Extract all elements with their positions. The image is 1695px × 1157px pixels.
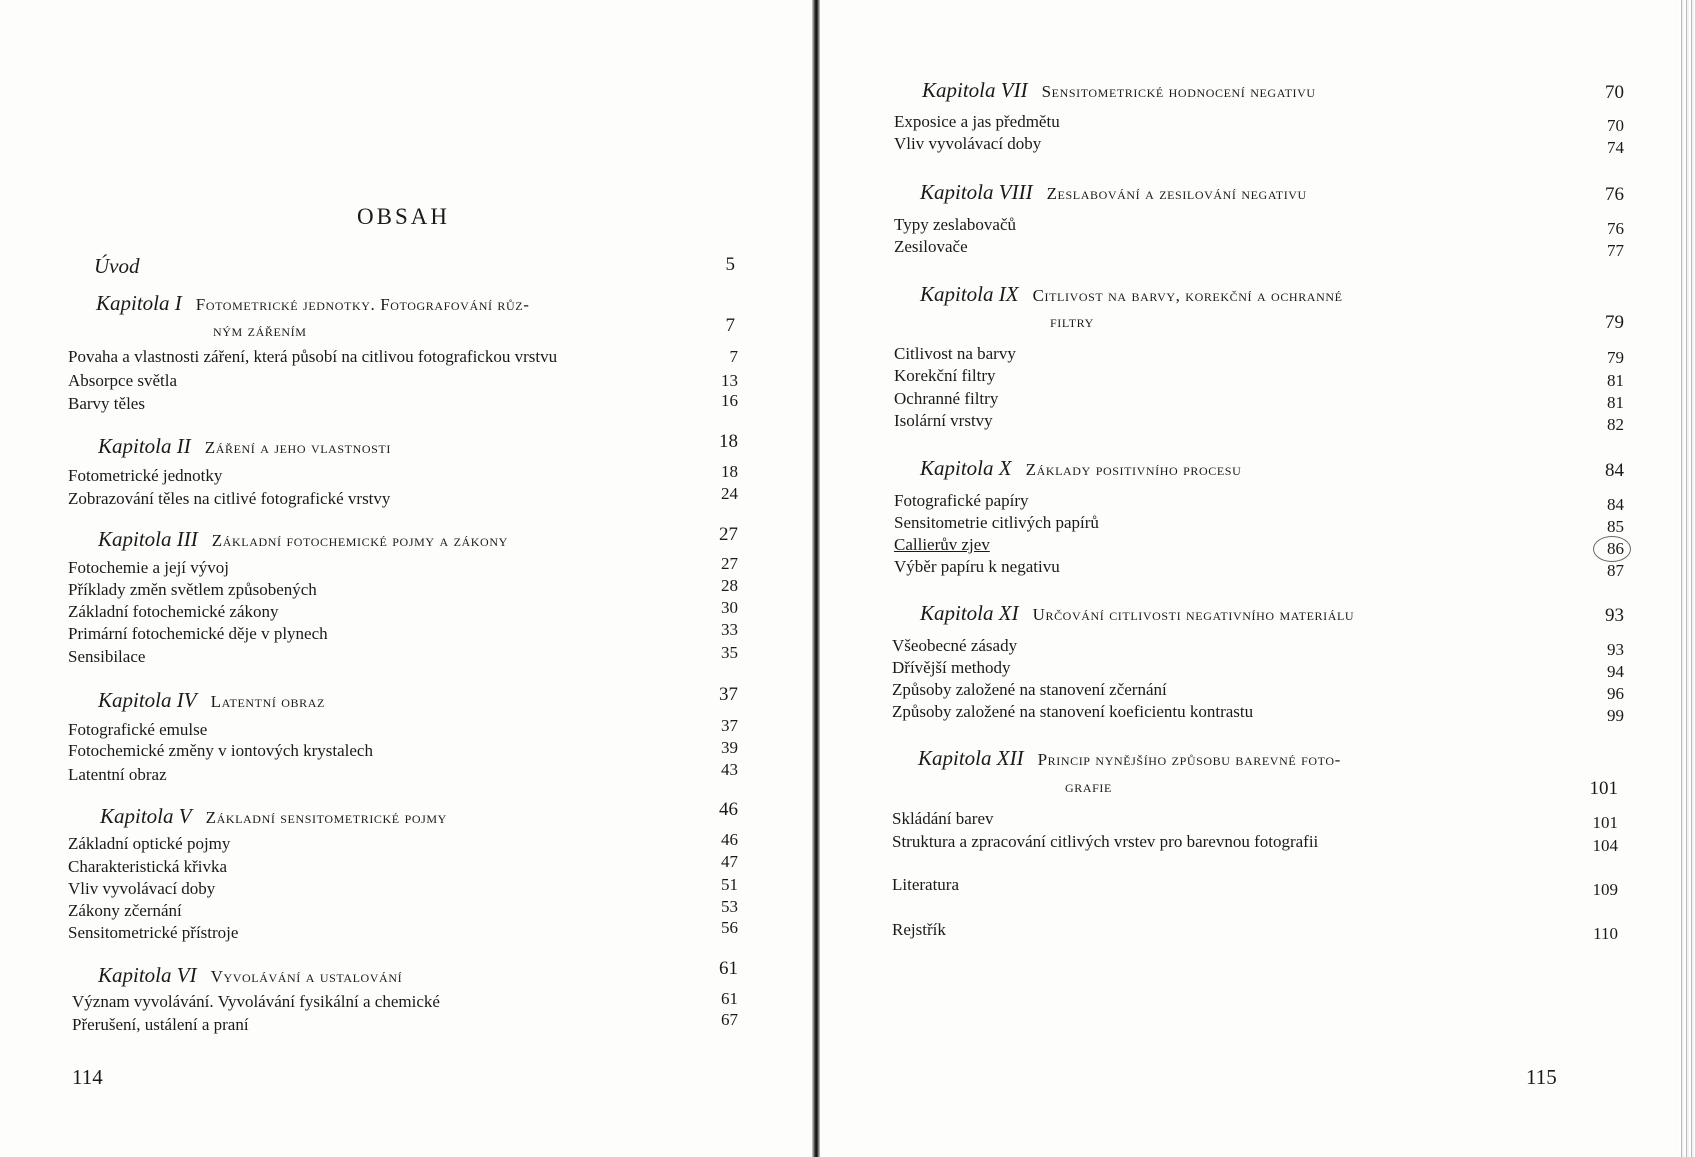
toc-item-page: 28	[721, 576, 738, 595]
chapter-page: 7	[725, 315, 735, 336]
toc-item-page: 82	[1607, 415, 1624, 434]
toc-item: Zobrazování těles na citlivé fotografické vrstvy	[68, 489, 391, 508]
toc-item: Barvy těles	[68, 394, 145, 413]
toc-item: Sensitometrie citlivých papírů	[894, 513, 1099, 532]
toc-entry-uvod: Úvod	[94, 254, 140, 278]
toc-item: Základní optické pojmy	[68, 834, 231, 853]
chapter-page: 37	[719, 684, 738, 705]
toc-item: Všeobecné zásady	[892, 636, 1018, 655]
toc-entry-literatura: Literatura	[892, 875, 960, 894]
chapter-heading	[98, 434, 391, 459]
toc-item-page: 18	[721, 462, 738, 481]
chapter-label: Kapitola IV	[98, 688, 197, 712]
toc-item: Dřívější methody	[892, 658, 1011, 677]
chapter-heading	[98, 527, 508, 552]
toc-item: Latentní obraz	[68, 765, 167, 784]
toc-item-page: 101	[1592, 813, 1618, 832]
toc-item: Vliv vyvolávací doby	[894, 134, 1042, 153]
toc-item-page: 53	[721, 897, 738, 916]
chapter-label: Kapitola XI	[920, 601, 1019, 625]
chapter-label: Kapitola XII	[918, 746, 1024, 770]
chapter-heading	[920, 282, 1343, 307]
chapter-title-continuation: grafie	[1065, 777, 1112, 796]
toc-item: Způsoby založené na stanovení zčernání	[892, 680, 1167, 699]
toc-item: Přerušení, ustálení a praní	[72, 1015, 249, 1034]
chapter-page: 84	[1605, 460, 1624, 481]
toc-item-page: 87	[1607, 561, 1624, 580]
chapter-title: Zeslabování a zesilování negativu	[1046, 184, 1307, 203]
chapter-page: 79	[1605, 312, 1624, 333]
chapter-heading	[922, 78, 1316, 103]
toc-page-literatura: 109	[1592, 880, 1618, 899]
toc-item-page: 96	[1607, 684, 1624, 703]
chapter-label: Kapitola VI	[98, 963, 197, 987]
chapter-label: Kapitola VII	[922, 78, 1028, 102]
toc-item: Základní fotochemické zákony	[68, 602, 279, 621]
chapter-title: Fotometrické jednotky. Fotografování růz-	[195, 295, 530, 314]
chapter-label: Kapitola I	[96, 291, 182, 315]
chapter-title: Základní fotochemické pojmy a zákony	[211, 531, 508, 550]
toc-item-page: 43	[721, 760, 738, 779]
chapter-heading	[920, 456, 1241, 481]
toc-item: Fotometrické jednotky	[68, 466, 223, 485]
toc-item: Skládání barev	[892, 809, 994, 828]
toc-item: Povaha a vlastnosti záření, která působí na citlivou fotografickou vrstvu	[68, 347, 558, 366]
toc-item-page: 104	[1592, 836, 1618, 855]
toc-item-page: 39	[721, 738, 738, 757]
toc-heading: OBSAH	[357, 204, 450, 229]
chapter-page: 101	[1589, 778, 1618, 799]
chapter-label: Kapitola V	[100, 804, 192, 828]
toc-item-page: 93	[1607, 640, 1624, 659]
toc-item-page: 35	[721, 643, 738, 662]
toc-item-page: 85	[1607, 517, 1624, 536]
toc-item: Exposice a jas předmětu	[894, 112, 1060, 131]
toc-item-page: 76	[1607, 219, 1624, 238]
chapter-page: 70	[1605, 82, 1624, 103]
chapter-page: 61	[719, 958, 738, 979]
toc-item: Typy zeslabovačů	[894, 215, 1017, 234]
toc-item: Callierův zjev	[894, 535, 990, 554]
toc-item-page: 79	[1607, 348, 1624, 367]
toc-page-rejstrik: 110	[1593, 924, 1618, 943]
chapter-page: 18	[719, 431, 738, 452]
toc-item-page: 99	[1607, 706, 1624, 725]
book-gutter	[812, 0, 820, 1157]
toc-item-page: 37	[721, 716, 738, 735]
toc-item-page: 30	[721, 598, 738, 617]
toc-item: Fotochemické změny v iontových krystalech	[68, 741, 373, 760]
toc-item: Příklady změn světlem způsobených	[68, 580, 317, 599]
chapter-title: Sensitometrické hodnocení negativu	[1041, 82, 1316, 101]
toc-item-page: 77	[1607, 241, 1624, 260]
chapter-title-continuation: ným zářením	[213, 321, 307, 340]
toc-item: Absorpce světla	[68, 371, 178, 390]
chapter-label: Kapitola VIII	[920, 180, 1033, 204]
chapter-heading	[98, 688, 325, 713]
page-number: 114	[72, 1065, 103, 1089]
pencil-circle-mark	[1593, 536, 1631, 562]
toc-item: Fotografické papíry	[894, 491, 1029, 510]
toc-item: Význam vyvolávání. Vyvolávání fysikální a chemické	[72, 992, 440, 1011]
toc-item: Výběr papíru k negativu	[894, 557, 1060, 576]
chapter-title: Základní sensitometrické pojmy	[205, 808, 447, 827]
chapter-title: Záření a jeho vlastnosti	[204, 438, 391, 457]
chapter-title-continuation: filtry	[1050, 312, 1094, 331]
toc-item-page: 86	[1607, 539, 1624, 558]
toc-item-page: 27	[721, 554, 738, 573]
toc-item-page: 7	[729, 347, 738, 366]
toc-page-uvod: 5	[725, 254, 735, 275]
chapter-page: 27	[719, 524, 738, 545]
page-number: 115	[1526, 1065, 1557, 1089]
toc-item-page: 56	[721, 918, 738, 937]
toc-item-page: 70	[1607, 116, 1624, 135]
toc-item: Způsoby založené na stanovení koeficientu kontrastu	[892, 702, 1254, 721]
chapter-heading	[920, 180, 1307, 205]
toc-item: Struktura a zpracování citlivých vrstev pro barevnou fotografii	[892, 832, 1319, 851]
toc-item-page: 16	[721, 391, 738, 410]
toc-item: Isolární vrstvy	[894, 411, 993, 430]
toc-item-page: 81	[1607, 371, 1624, 390]
toc-item-page: 47	[721, 852, 738, 871]
chapter-label: Kapitola III	[98, 527, 198, 551]
toc-item: Vliv vyvolávací doby	[68, 879, 216, 898]
chapter-heading	[920, 601, 1354, 626]
toc-item: Ochranné filtry	[894, 389, 999, 408]
toc-item-page: 13	[721, 371, 738, 390]
chapter-label: Kapitola X	[920, 456, 1012, 480]
toc-item-page: 94	[1607, 662, 1624, 681]
chapter-heading	[918, 746, 1341, 771]
toc-item: Charakteristická křivka	[68, 857, 228, 876]
toc-item: Zesilovače	[894, 237, 968, 256]
chapter-title: Latentní obraz	[210, 692, 325, 711]
left-page	[0, 0, 812, 1157]
chapter-page: 46	[719, 799, 738, 820]
toc-item: Citlivost na barvy	[894, 344, 1016, 363]
toc-item-page: 81	[1607, 393, 1624, 412]
toc-item: Sensibilace	[68, 647, 146, 666]
toc-item-page: 74	[1607, 138, 1624, 157]
chapter-title: Základy positivního procesu	[1025, 460, 1242, 479]
chapter-page: 93	[1605, 605, 1624, 626]
toc-item: Primární fotochemické děje v plynech	[68, 624, 328, 643]
chapter-heading	[96, 291, 530, 316]
toc-item-page: 33	[721, 620, 738, 639]
toc-item-page: 84	[1607, 495, 1624, 514]
toc-item: Zákony zčernání	[68, 901, 182, 920]
toc-entry-rejstrik: Rejstřík	[892, 920, 946, 939]
toc-item: Korekční filtry	[894, 366, 996, 385]
toc-item: Fotografické emulse	[68, 720, 208, 739]
toc-item-page: 67	[721, 1010, 738, 1029]
toc-item-page: 51	[721, 875, 738, 894]
toc-item-page: 61	[721, 989, 738, 1008]
chapter-label: Kapitola II	[98, 434, 191, 458]
chapter-title: Citlivost na barvy, korekční a ochranné	[1032, 286, 1343, 305]
chapter-title: Vyvolávání a ustalování	[210, 967, 403, 986]
chapter-label: Kapitola IX	[920, 282, 1019, 306]
chapter-heading	[98, 963, 402, 988]
toc-item: Fotochemie a její vývoj	[68, 558, 229, 577]
toc-item-page: 46	[721, 830, 738, 849]
chapter-title: Princip nynějšího způsobu barevné foto-	[1037, 750, 1341, 769]
chapter-page: 76	[1605, 184, 1624, 205]
toc-item-page: 24	[721, 484, 738, 503]
right-page	[820, 0, 1680, 1157]
chapter-title: Určování citlivosti negativního materiálu	[1032, 605, 1355, 624]
page-edges	[1679, 0, 1695, 1157]
toc-item: Sensitometrické přístroje	[68, 923, 239, 942]
chapter-heading	[100, 804, 447, 829]
